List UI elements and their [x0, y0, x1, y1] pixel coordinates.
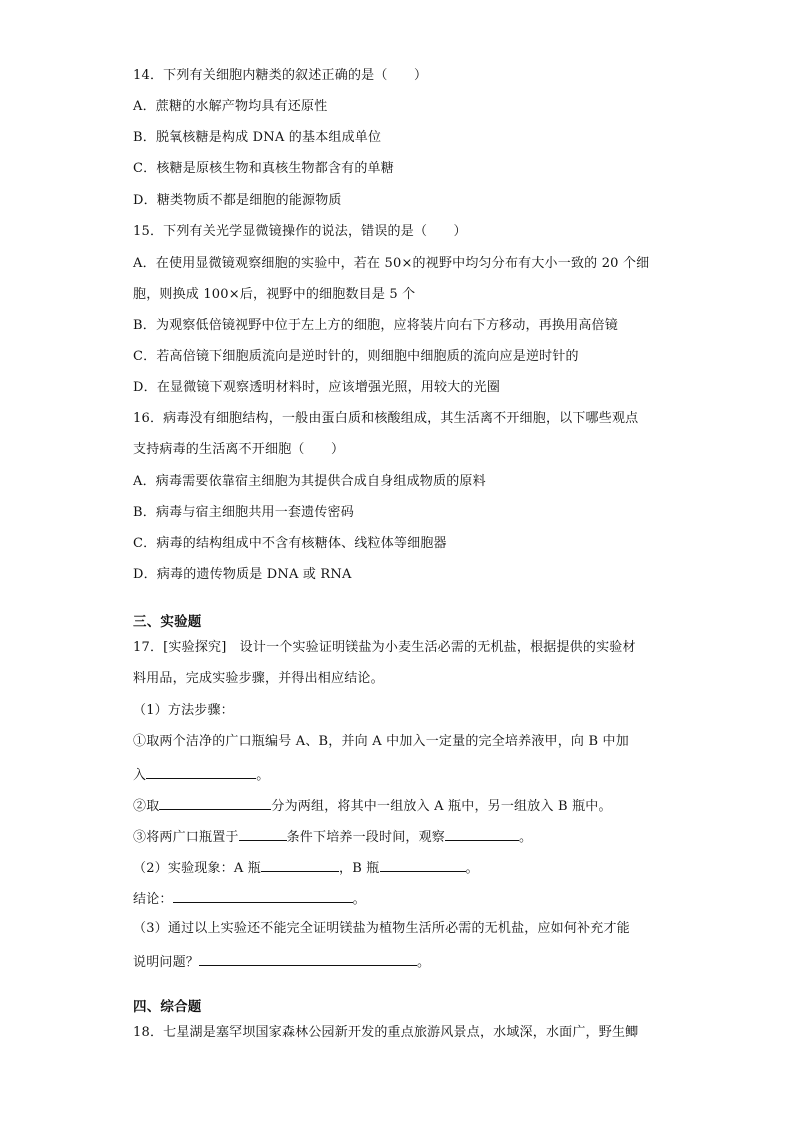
answer-blank-step3-condition[interactable]	[239, 827, 287, 841]
section-heading-experiment: 三、实验题	[133, 614, 202, 630]
q16-option-b: B．病毒与宿主细胞共用一套遗传密码	[133, 505, 354, 520]
answer-blank-bottle-a[interactable]	[261, 858, 339, 872]
q17-step3	[133, 827, 663, 846]
q15-option-c: C．若高倍镜下细胞质流向是逆时针的，则细胞中细胞质的流向应是逆时针的	[133, 349, 579, 364]
q15-stem: 15．下列有关光学显微镜操作的说法，错误的是（ ）	[133, 224, 467, 239]
q17-step3-middle: 条件下培养一段时间，观察	[286, 830, 446, 845]
answer-blank-step1[interactable]	[146, 765, 256, 779]
answer-blank-conclusion[interactable]	[173, 889, 353, 903]
q14-option-d: D．糖类物质不都是细胞的能源物质	[133, 193, 342, 208]
q14-option-a: A．蔗糖的水解产物均具有还原性	[133, 99, 328, 114]
q14-stem: 14．下列有关细胞内糖类的叙述正确的是（ ）	[133, 68, 428, 83]
answer-blank-bottle-b[interactable]	[380, 858, 466, 872]
q17-step2	[133, 796, 663, 815]
q17-stem-line1: 17．[实验探究] 设计一个实验证明镁盐为小麦生活必需的无机盐，根据提供的实验材	[133, 640, 636, 655]
q17-conclusion-prefix: 结论：	[133, 892, 173, 907]
q16-option-c: C．病毒的结构组成中不含有核糖体、线粒体等细胞器	[133, 536, 447, 551]
q17-step1-prefix: 入	[133, 768, 147, 783]
q17-stem-line2: 料用品，完成实验步骤，并得出相应结论。	[133, 671, 384, 686]
q17-part3-prefix: 说明问题？	[133, 955, 200, 970]
q17-step3-suffix: 。	[519, 830, 533, 845]
q17-part1-label: （1）方法步骤：	[133, 703, 234, 718]
q16-option-d: D．病毒的遗传物质是 DNA 或 RNA	[133, 567, 352, 582]
q17-step3-prefix: ③将两广口瓶置于	[133, 830, 239, 845]
q16-stem-line1: 16．病毒没有细胞结构，一般由蛋白质和核酸组成，其生活离不开细胞，以下哪些观点	[133, 411, 639, 426]
answer-blank-step3-observe[interactable]	[445, 827, 519, 841]
q17-part3-line1: （3）通过以上实验还不能完全证明镁盐为植物生活所必需的无机盐，应如何补充才能	[133, 921, 630, 936]
q15-option-b: B．为观察低倍镜视野中位于左上方的细胞，应将装片向右下方移动，再换用高倍镜	[133, 318, 618, 333]
q15-option-a-line1: A．在使用显微镜观察细胞的实验中，若在 50×的视野中均匀分布有大小一致的 20 个细	[133, 256, 650, 271]
q17-step2-suffix: 分为两组，将其中一组放入 A 瓶中，另一组放入 B 瓶中。	[271, 799, 612, 814]
q15-option-a-line2: 胞，则换成 100×后，视野中的细胞数目是 5 个	[133, 287, 416, 302]
q16-option-a: A．病毒需要依靠宿主细胞为其提供合成自身组成物质的原料	[133, 474, 486, 489]
q17-part3-line2	[133, 952, 663, 971]
q17-part2-prefix: （2）实验现象：A 瓶	[133, 861, 261, 876]
answer-blank-step2[interactable]	[159, 796, 271, 810]
q17-part2-middle: ，B 瓶	[339, 861, 380, 876]
q14-option-c: C．核糖是原核生物和真核生物都含有的单糖	[133, 161, 394, 176]
q14-option-b: B．脱氧核糖是构成 DNA 的基本组成单位	[133, 130, 382, 145]
q17-step2-prefix: ②取	[133, 799, 160, 814]
q17-conclusion	[133, 889, 663, 908]
q17-conclusion-suffix: 。	[352, 892, 366, 907]
q17-step1-line1: ①取两个洁净的广口瓶编号 A、B，并向 A 中加入一定量的完全培养液甲，向 B 中加	[133, 734, 629, 749]
q17-part3-suffix: 。	[417, 955, 431, 970]
q17-part2-suffix: 。	[465, 861, 479, 876]
q17-step1-line2	[133, 765, 663, 784]
section-heading-comprehensive: 四、综合题	[133, 999, 202, 1015]
q17-step1-suffix: 。	[256, 768, 270, 783]
q15-option-d: D．在显微镜下观察透明材料时，应该增强光照，用较大的光圈	[133, 380, 501, 395]
answer-blank-part3[interactable]	[199, 952, 417, 966]
q17-part2	[133, 858, 663, 877]
q18-stem-line1: 18．七星湖是塞罕坝国家森林公园新开发的重点旅游风景点，水域深，水面广，野生鲫	[133, 1025, 639, 1040]
q16-stem-line2: 支持病毒的生活离不开细胞（ ）	[133, 442, 345, 457]
